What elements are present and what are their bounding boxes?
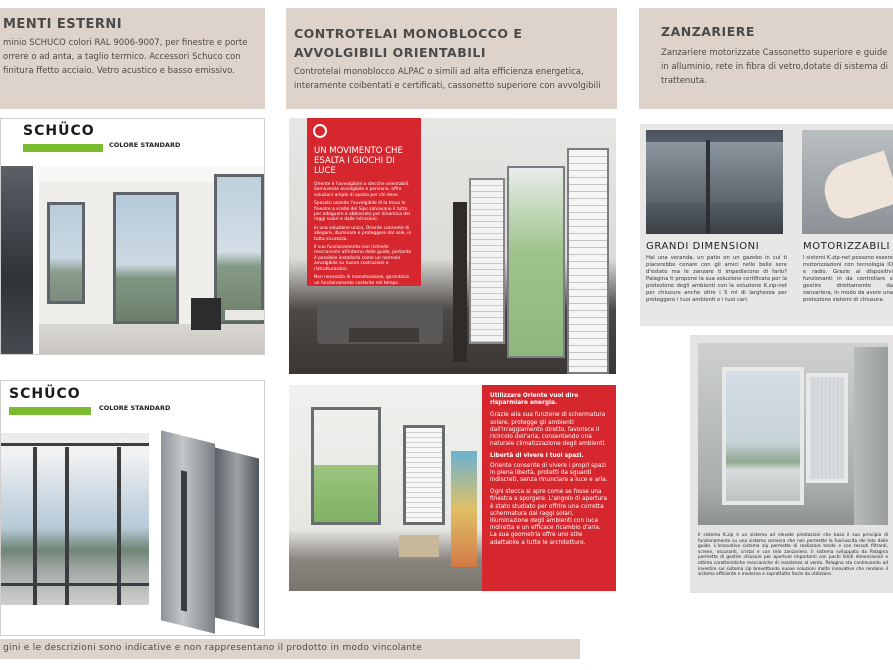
sliding-door-photo <box>1 433 149 605</box>
panel-zanzariere-title: ZANZARIERE <box>661 24 755 39</box>
motorizzabili-text: I sistemi K.zip-net possono essere motorizzazioni con tecnologia IO e radio. Grazie ai dispositivi funzionanti in da controllare e gestire direttamente da zanzariera, in modo da avere una protezione sistemi di chiusura. <box>803 255 893 303</box>
panel-infissi-text: minio SCHUCO colori RAL 9006-9007, per finestre e porte orrere o ad anta, a taglio termico. Accessori Schuco con finitura ffetto acciaio. Vetro acustico e basso emissivo. <box>3 38 248 76</box>
colore-standard-label: COLORE STANDARD <box>99 404 171 412</box>
grandi-dimensioni-title: GRANDI DIMENSIONI <box>646 241 760 252</box>
oriente-paragraph: Il suo funzionamento non richiede meccanismi all'interno delle guide, pertanto è possibile installarlo come un normale avvolgibile su nuove costruzioni e ristrutturazioni. <box>314 245 412 272</box>
mosquito-info-panel <box>640 124 893 326</box>
oriente-red-panel <box>307 118 421 286</box>
spiral-logo-icon <box>313 124 327 138</box>
green-color-bar <box>23 144 103 152</box>
motorizzabili-title: MOTORIZZABILI <box>803 241 891 252</box>
oriente-headline: UN MOVIMENTO CHE ESALTA I GIOCHI DI LUCE <box>314 146 403 176</box>
schuco-card-bottom <box>0 380 265 636</box>
oriente-paragraph: Oriente è l'avvolgibile a stecche orientabili. Semovente avvolgibile e persiana, offre soluzioni ampie di spazio per chi deve. <box>314 182 410 198</box>
panel-controtelai-text: Controtelai monoblocco ALPAC o simili ad alta efficienza energetica, interamente coibentati e certificati, cassonetto superiore con avvolgibili <box>294 67 601 91</box>
sliding-screen-photo <box>698 343 888 525</box>
oriente-text: Grazie alla sua funzione di schermatura solare, protegge gli ambienti dall'irraggiamento diretto, favorisce il ricircolo dell'aria, consentendo una naturale climatizzazione degli ambienti. <box>490 412 606 448</box>
oriente-text: Ogni stecca si apre come se fosse una finestra a sporgere. L'angolo di apertura è stato studiato per offrire una corretta schermatura dai raggi solari, illuminazione degli ambienti con luce indiretta e un efficace ricambio d'aria. La sua geometria offre uno stile adattabile a tutte le architetture. <box>490 489 608 546</box>
mosquito-photo-right <box>802 130 893 234</box>
panel-controtelai <box>286 8 617 109</box>
colore-standard-label: COLORE STANDARD <box>109 141 181 149</box>
profile-section-photo <box>157 431 263 627</box>
mosquito-photo-left <box>646 130 783 234</box>
oriente-photo-top <box>289 118 616 374</box>
ksystem-caption: Il sistema K.zip è un sistema ad elevate prestazioni che basa il suo principio di funzionamento su una sistema cerniera che non permette la fuoriuscita del telo dalle guide. L'innovativo sistema zip permette di realizzare tende e con tessuti filtranti, screen, oscuranti, cristal e con telo zanzariera. Il sistema sviluppato da Palagina permette di gestire chiusure per aperture importanti con pochi limiti dimensionali e ottima caratteristiche meccaniche di resistenza al vento. Palagina sta continuando ad investire sul sistema zip brevettando nuove soluzioni molto innovative che rendono il sistema efficiente e moderno e soprattutto facile da utilizzare. <box>698 533 888 578</box>
oriente-paragraph: Non necessita di manutenzione, garantisce un funzionamento costante nel tempo. <box>314 275 410 286</box>
oriente-text: Utilizzare Oriente vuol dire risparmiare energia. <box>490 393 579 407</box>
schuco-logo: SCHÜCO <box>23 123 95 139</box>
grandi-dimensioni-text: Hai una veranda, un patio on un gazebo in cui ti piacerebbe cenare con gli amici nelle belle sere d'estate ma le zanzare ti impediscono di farlo? Palagina ti propone la sua soluzione certificata per la protezione degli ambienti con la soluzione K.zip-net per chiusure anche oltre i 5 ml di larghezza per proteggere i tuoi ambienti e i tuoi cari. <box>646 255 787 303</box>
oriente-photo-bottom <box>289 385 616 591</box>
panel-zanzariere <box>639 8 893 109</box>
mosquito-detail-panel <box>690 335 893 593</box>
window-profile-photo <box>1 166 33 354</box>
panel-controtelai-title: CONTROTELAI MONOBLOCCO E AVVOLGIBILI ORIENTABILI <box>294 26 523 60</box>
panel-infissi-title: MENTI ESTERNI <box>3 17 123 32</box>
oriente-red-textbox <box>482 385 616 591</box>
oriente-paragraph: Sposato usando l'avvolgibile di la trova le finestre a scelte del Sipc salvavano il tutto per adeguare e abbassato per dinamica dei raggi solari e dalle intrusioni. <box>314 201 410 223</box>
green-color-bar <box>9 407 91 415</box>
footer-disclaimer: gini e le descrizioni sono indicative e non rappresentano il prodotto in modo vincolante <box>3 643 423 653</box>
panel-infissi <box>0 8 265 109</box>
panel-zanzariere-text: Zanzariere motorizzate Cassonetto superiore e guide in alluminio, rete in fibra di vetro,dotate di sistema di trattenuta. <box>661 48 889 86</box>
oriente-paragraph: In una soluzione unica, Oriente consente di allegare, illuminare e proteggere dal sole, in tutta sicurezza. <box>314 225 412 242</box>
oriente-text: Oriente consente di vivere i propri spazi in piena libertà, protetti da sguardi indiscreti, senza rinunciare a luce e aria. <box>490 462 608 484</box>
schuco-card-top <box>0 118 265 355</box>
interior-photo <box>39 166 265 354</box>
footer-disclaimer-bar <box>0 639 580 659</box>
schuco-logo: SCHÜCO <box>9 386 81 402</box>
oriente-text: Libertà di vivere i tuoi spazi. <box>490 453 584 460</box>
